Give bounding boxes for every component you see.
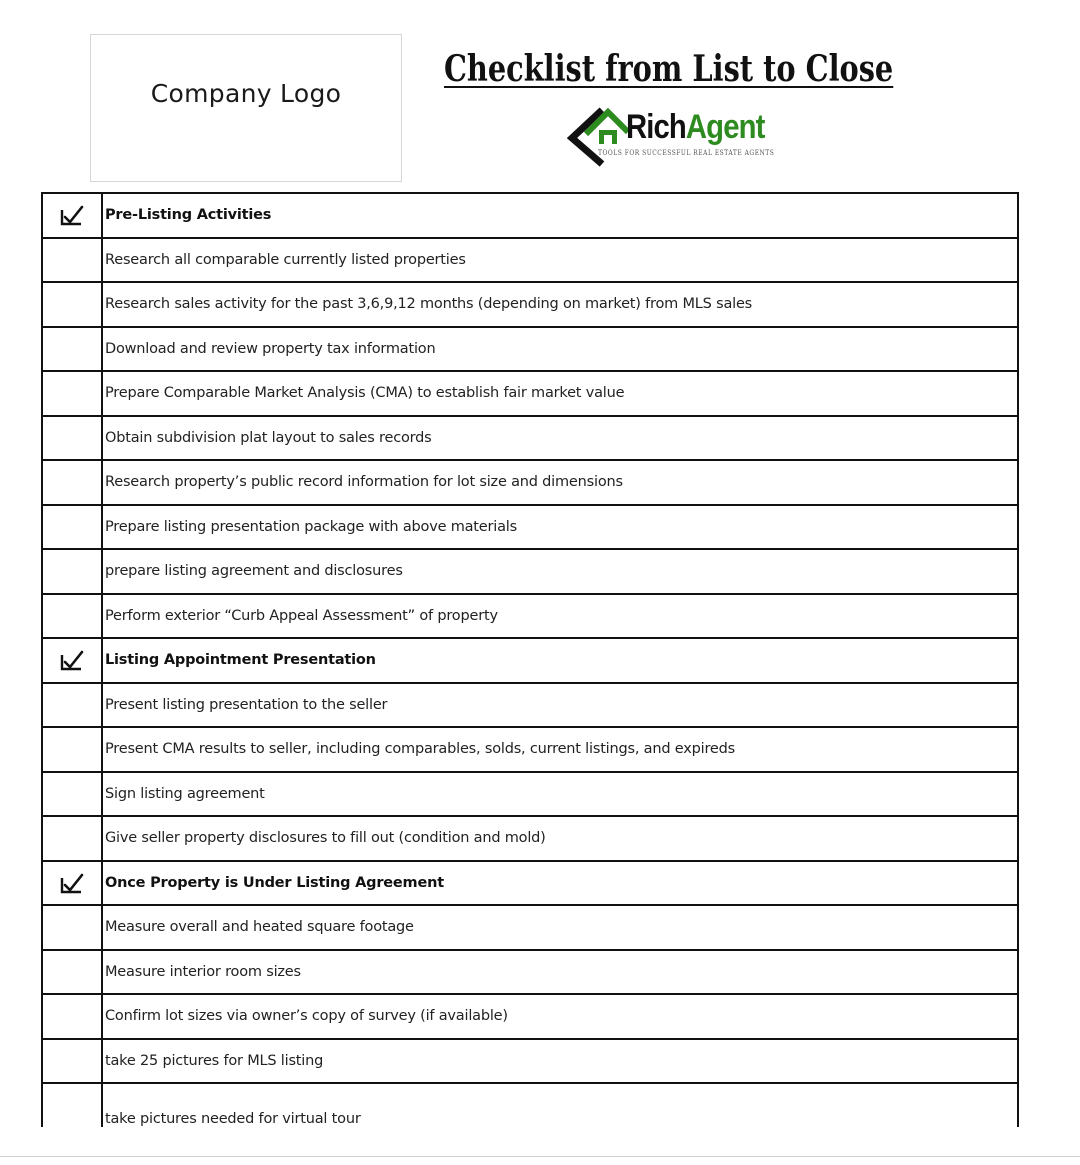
checkbox-cell[interactable]: [42, 327, 102, 372]
task-label: Prepare listing presentation package with above materials: [102, 505, 1018, 550]
checklist-table: [41, 192, 1019, 1127]
checkbox-cell[interactable]: [42, 460, 102, 505]
task-label: Give seller property disclosures to fill out (condition and mold): [102, 816, 1018, 861]
checklist-item-row: [42, 505, 1018, 550]
company-logo-placeholder: [90, 34, 402, 182]
checkbox-cell[interactable]: [42, 1039, 102, 1084]
checklist-item-row: [42, 282, 1018, 327]
task-label: prepare listing agreement and disclosures: [102, 549, 1018, 594]
checklist-item-row: [42, 727, 1018, 772]
section-heading: Once Property is Under Listing Agreement: [102, 861, 1018, 906]
checklist-item-row: [42, 950, 1018, 995]
checkbox-cell[interactable]: [42, 638, 102, 683]
checklist-item-row: [42, 416, 1018, 461]
checkbox-cell[interactable]: [42, 238, 102, 283]
checklist-item-row: [42, 772, 1018, 817]
checklist-item-row: [42, 816, 1018, 861]
task-label: Sign listing agreement: [102, 772, 1018, 817]
checkbox-cell[interactable]: [42, 505, 102, 550]
task-label: take pictures needed for virtual tour: [102, 1083, 1018, 1127]
section-heading: Pre-Listing Activities: [102, 193, 1018, 238]
task-label: Obtain subdivision plat layout to sales records: [102, 416, 1018, 461]
checkbox-cell[interactable]: [42, 416, 102, 461]
checklist-item-row: [42, 1083, 1018, 1127]
task-label: Research property’s public record information for lot size and dimensions: [102, 460, 1018, 505]
brand-tagline: TOOLS FOR SUCCESSFUL REAL ESTATE AGENTS: [598, 149, 775, 157]
checkbox-cell[interactable]: [42, 683, 102, 728]
brand-name-rich: Rich: [626, 108, 686, 146]
checkbox-cell[interactable]: [42, 816, 102, 861]
checkbox-checked-icon: [59, 648, 85, 672]
task-label: Present CMA results to seller, including comparables, solds, current listings, and expireds: [102, 727, 1018, 772]
task-label: Confirm lot sizes via owner’s copy of survey (if available): [102, 994, 1018, 1039]
checklist-section-row: [42, 638, 1018, 683]
brand-name: [626, 108, 764, 147]
checkbox-checked-icon: [59, 203, 85, 227]
checklist-item-row: [42, 327, 1018, 372]
company-logo-text: Company Logo: [150, 78, 342, 108]
checkbox-cell[interactable]: [42, 727, 102, 772]
checklist-section-row: [42, 193, 1018, 238]
richagent-logo: [566, 104, 806, 170]
checkbox-checked-icon: [59, 871, 85, 895]
checkbox-cell[interactable]: [42, 1083, 102, 1127]
task-label: take 25 pictures for MLS listing: [102, 1039, 1018, 1084]
task-label: Download and review property tax information: [102, 327, 1018, 372]
checkbox-cell[interactable]: [42, 282, 102, 327]
checkbox-cell[interactable]: [42, 861, 102, 906]
task-label: Research all comparable currently listed properties: [102, 238, 1018, 283]
task-label: Research sales activity for the past 3,6,9,12 months (depending on market) from MLS sales: [102, 282, 1018, 327]
section-heading: Listing Appointment Presentation: [102, 638, 1018, 683]
checkbox-cell[interactable]: [42, 594, 102, 639]
checkbox-cell[interactable]: [42, 994, 102, 1039]
checklist-item-row: [42, 994, 1018, 1039]
checklist-item-row: [42, 549, 1018, 594]
task-label: Perform exterior “Curb Appeal Assessment” of property: [102, 594, 1018, 639]
checklist-item-row: [42, 1039, 1018, 1084]
task-label: Measure overall and heated square footage: [102, 905, 1018, 950]
checkbox-cell[interactable]: [42, 193, 102, 238]
task-label: Prepare Comparable Market Analysis (CMA) to establish fair market value: [102, 371, 1018, 416]
checklist-item-row: [42, 594, 1018, 639]
checklist-item-row: [42, 683, 1018, 728]
checkbox-cell[interactable]: [42, 905, 102, 950]
checklist-item-row: [42, 371, 1018, 416]
checklist-section-row: [42, 861, 1018, 906]
task-label: Measure interior room sizes: [102, 950, 1018, 995]
checklist-item-row: [42, 238, 1018, 283]
checkbox-cell[interactable]: [42, 549, 102, 594]
document-title: Checklist from List to Close: [444, 48, 894, 90]
checklist-item-row: [42, 905, 1018, 950]
task-label: Present listing presentation to the seller: [102, 683, 1018, 728]
checkbox-cell[interactable]: [42, 950, 102, 995]
checklist-item-row: [42, 460, 1018, 505]
checkbox-cell[interactable]: [42, 371, 102, 416]
brand-name-agent: Agent: [685, 108, 765, 146]
checkbox-cell[interactable]: [42, 772, 102, 817]
